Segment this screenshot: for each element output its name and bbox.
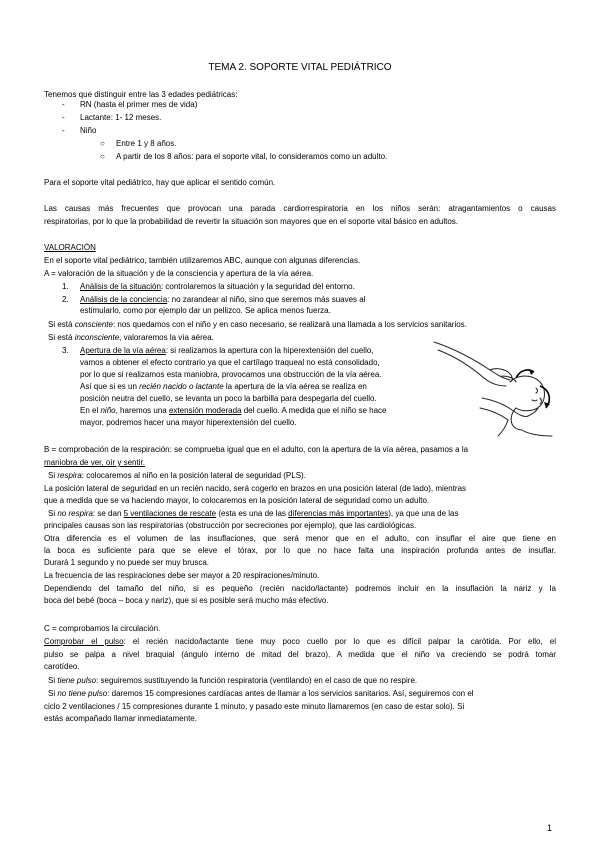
paragraph: Las causas más frecuentes que provocan una parada cardiorrespiratoria en los niños serán: atragantamientos o causas [44,204,556,213]
page-title: TEMA 2. SOPORTE VITAL PEDIÁTRICO [208,62,392,73]
list-item: Niño [80,126,97,135]
paragraph: Si no tiene pulso: daremos 15 compresiones cardíacas antes de llamar a los servicios sanitarios. Así, seguiremos con el [48,689,474,698]
paragraph: B = comprobación de la respiración: se comprueba igual que en el adulto, con la apertura de la vía aérea, pasamos a la [44,445,469,454]
paragraph: Otra diferencia es el volumen de las insuflaciones, que será menor que en el adulto, con insuflar el aire que tiene en [44,534,556,543]
list-number: 1. [62,282,69,291]
list-item: Así que si es un recién nacido o lactante la apertura de la vía aérea se realiza en [80,382,367,391]
paragraph: Si no respira: se dan 5 ventilaciones de rescate (esta es una de las diferencias más importantes), ya que una de las [48,509,459,518]
paragraph: En el soporte vital pediátrico, también utilizaremos ABC, aunque con algunas diferencias. [44,256,361,265]
section-heading: VALORACIÓN [44,243,96,252]
paragraph: La frecuencia de las respiraciones debe ser mayor a 20 respiraciones/minuto. [44,571,320,580]
paragraph: Si tiene pulso: seguiremos sustituyendo la función respiratoria (ventilando) en el caso de que no respire. [48,676,418,685]
list-item: Lactante: 1- 12 meses. [80,113,162,122]
list-number: 3. [62,346,69,355]
intro-text: Tenemos que distinguir entre las 3 edades pediátricas: [44,90,238,99]
list-item: Entre 1 y 8 años. [116,139,177,148]
paragraph: Dependiendo del tamaño del niño, si es pequeño (recién nacido/lactante) podremos incluir en la insuflación la nariz y la [44,584,556,593]
paragraph: Durará 1 segundo y no puede ser muy brusca. [44,558,209,567]
paragraph: Si está inconsciente, valoraremos la vía aérea. [48,333,214,342]
list-item: Apertura de la vía aérea: si realizamos la apertura con la hiperextensión del cuello, [80,346,374,355]
list-item: mayor, podremos hacer una mayor hiperextensión del cuello. [80,418,297,427]
paragraph: C = comprobamos la circulación. [44,624,161,633]
page-number: 1 [546,823,552,833]
list-item: A partir de los 8 años: para el soporte vital, lo consideramos como un adulto. [116,152,388,161]
paragraph: carotídeo. [44,662,80,671]
list-item: vamos a obtener el efecto contrario ya que el cartílago traqueal no está consolidado, [80,358,380,367]
paragraph: respiratorias, por lo que la probabilidad de revertir la situación son mayores que en el soporte vital básico en adultos. [44,217,459,226]
list-item: En el niño, haremos una extensión moderada del cuello. A medida que el niño se hace [80,406,387,415]
list-item: RN (hasta el primer mes de vida) [80,100,198,109]
paragraph: Si respira: colocaremos al niño en la posición lateral de seguridad (PLS). [48,471,306,480]
list-item: posición neutra del cuello, se levanta un poco la barbilla para despegarla del cuello. [80,394,377,403]
paragraph: maniobra de ver, oír y sentir. [44,458,145,467]
paragraph: ciclo 2 ventilaciones / 15 compresiones durante 1 minuto, y pasado este minuto llamaremos (en caso de estar solo). Si [44,702,465,711]
paragraph: A = valoración de la situación y de la consciencia y apertura de la vía aérea. [44,269,314,278]
airway-opening-illustration [432,338,556,438]
list-item: Análisis de la conciencia: no zarandear al niño, sino que seremos más suaves al [80,295,366,304]
list-item: Análisis de la situación: controlaremos la situación y la seguridad del entorno. [80,282,355,291]
list-circle: ○ [100,139,105,148]
list-dash: - [62,126,65,135]
paragraph: Comprobar el pulso: el recién nacido/lactante tiene muy poco cuello por lo que es difícil palpar la carótida. Por ello, el [44,637,557,646]
list-dash: - [62,100,65,109]
paragraph: La posición lateral de seguridad en un recién nacido, será cogerlo en brazos en una posición lateral (de lado), mientras [44,484,467,493]
paragraph: la boca es suficiente para que se eleve el tórax, por lo que no hace falta una inspiración profunda antes de insuflar. [44,546,556,555]
paragraph: boca del bebé (boca – boca y nariz), que si es posible será mucho más efectivo. [44,596,329,605]
list-item: por lo que si realizamos esta maniobra, provocamos una obstrucción de la vía aérea. [80,370,382,379]
paragraph: pulso se palpa a nivel braquial (ángulo interno de mitad del brazo). A medida que el niño va creciendo se podrá tomar [44,650,556,659]
list-number: 2. [62,295,69,304]
paragraph: Para el soporte vital pediátrico, hay que aplicar el sentido común. [44,178,276,187]
list-dash: - [62,113,65,122]
list-circle: ○ [100,152,105,161]
list-item: estimularlo, como por ejemplo dar un pellizco. Se aplica menos fuerza. [80,306,331,315]
paragraph: estás acompañado llamar inmediatamente. [44,714,197,723]
paragraph: Si está consciente: nos quedamos con el niño y en caso necesario, se realizará una llamada a los servicios sanitarios. [48,320,467,329]
paragraph: que a medida que se va haciendo mayor, lo colocaremos en la posición lateral de seguridad como un adulto. [44,496,430,505]
paragraph: principales causas son las respiratorias (obstrucción por secreciones por ejemplo), que las cardiológicas. [44,521,417,530]
